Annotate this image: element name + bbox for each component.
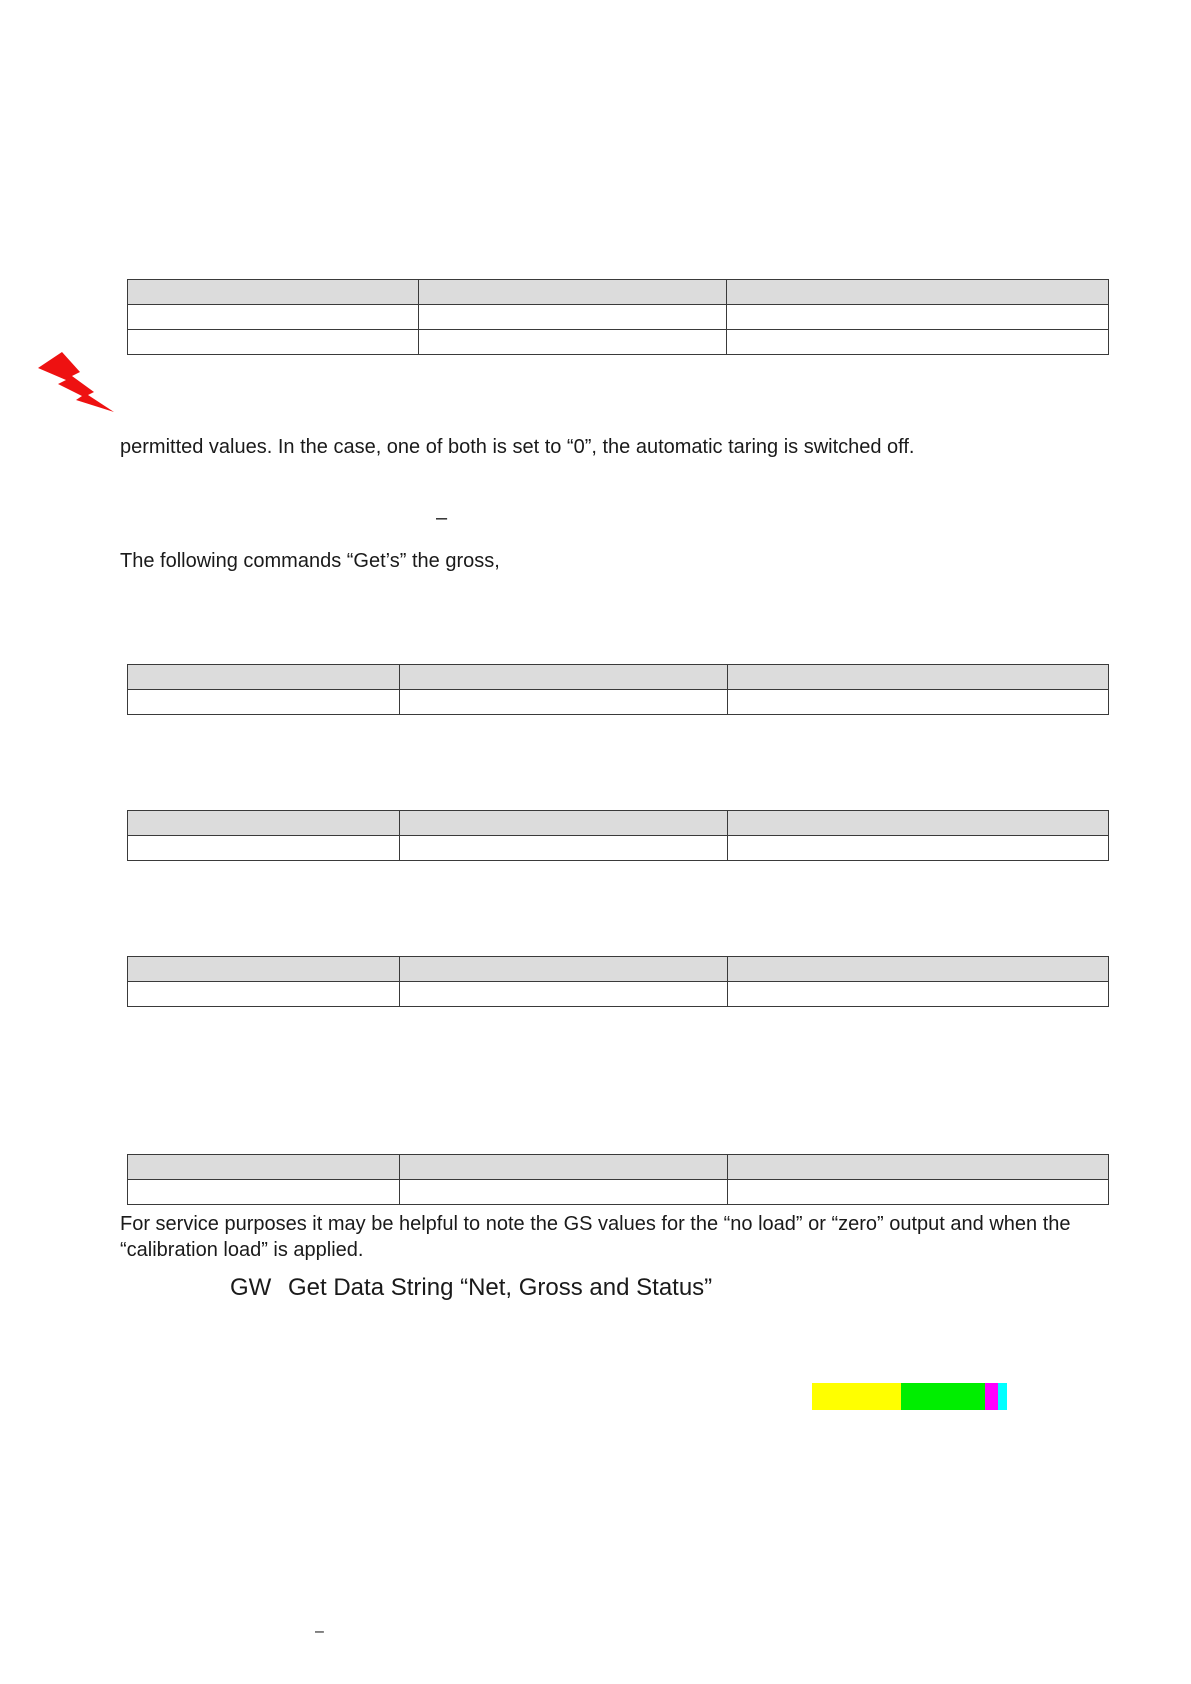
dash-marker: –	[436, 507, 448, 529]
section-title: Get Data String “Net, Gross and Status”	[288, 1274, 713, 1301]
parameter-table-1	[127, 279, 1109, 355]
color-bar-cyan	[998, 1383, 1007, 1410]
parameter-table-5	[127, 1154, 1109, 1205]
table-header-row	[128, 1155, 1109, 1180]
table-row	[128, 982, 1109, 1007]
lightning-bolt-warning-icon	[36, 350, 116, 414]
table-row	[128, 330, 1109, 355]
table-header-row	[128, 957, 1109, 982]
section-code: GW	[230, 1274, 272, 1301]
paragraph-get-commands: The following commands “Get’s” the gross,	[120, 550, 500, 572]
table-row	[128, 1180, 1109, 1205]
table-row	[128, 305, 1109, 330]
table-row	[128, 690, 1109, 715]
table-header-row	[128, 280, 1109, 305]
section-heading-gw	[230, 1273, 712, 1303]
footer-dash: –	[315, 1623, 324, 1640]
table-header-row	[128, 811, 1109, 836]
paragraph-automatic-taring: permitted values. In the case, one of both is set to “0”, the automatic taring is switched off.	[120, 436, 915, 458]
paragraph-service-purposes: For service purposes it may be helpful to note the GS values for the “no load” or “zero” output and when the “calibration load” is applied.	[120, 1213, 1071, 1261]
color-bar-magenta	[985, 1383, 998, 1410]
color-bar-green	[901, 1383, 985, 1410]
table-header-row	[128, 665, 1109, 690]
parameter-table-2	[127, 664, 1109, 715]
color-bar-yellow	[812, 1383, 901, 1410]
parameter-table-3	[127, 810, 1109, 861]
table-row	[128, 836, 1109, 861]
parameter-table-4	[127, 956, 1109, 1007]
